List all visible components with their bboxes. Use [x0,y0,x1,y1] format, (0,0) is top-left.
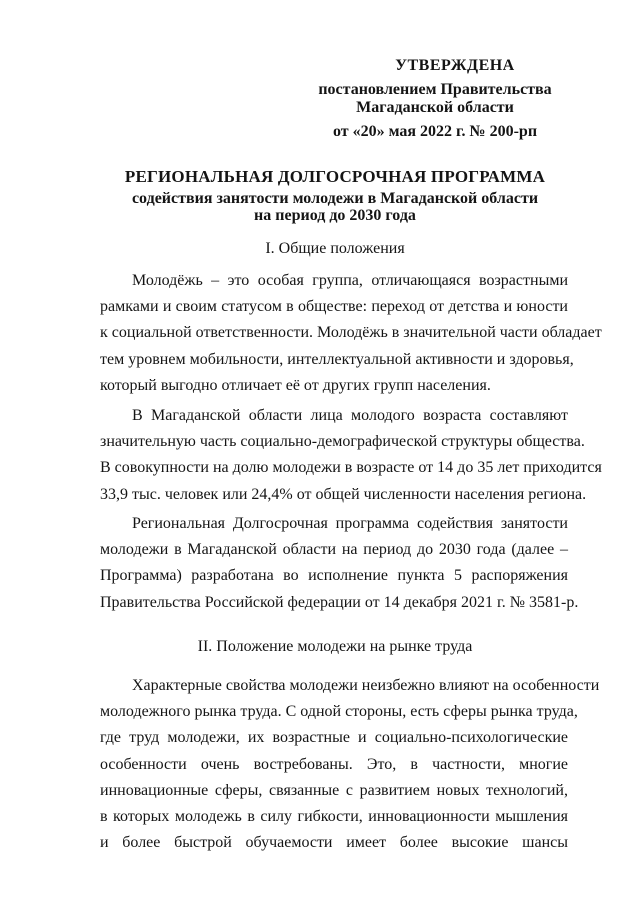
text-line: 33,9 тыс. человек или 24,4% от общей численности населения региона. [100,485,587,503]
text-line: В совокупности на долю молодежи в возрасте от 14 до 35 лет приходится [100,459,602,477]
text-line: Правительства Российской федерации от 14 декабря 2021 г. № 3581-р. [100,593,579,611]
text-line: молодежного рынка труда. С одной стороны, есть сферы рынка труда, [100,703,578,721]
text-line: особенности очень востребованы. Это, в частности, многие [100,755,568,773]
approval-line-3: от «20» мая 2022 г. № 200-рп [332,123,538,140]
section-2-paragraph-1 [100,673,600,856]
program-subtitle-line-1: содействия занятости молодежи в Магаданской области [131,190,539,207]
text-line: молодежи в Магаданской области на период до 2030 года (далее – [100,541,568,559]
approval-line-2: Магаданской области [356,99,514,116]
approval-stamp-block [300,57,570,141]
text-line: В Магаданской области лица молодого возраста составляют [132,407,568,424]
section-1-paragraph-1 [100,268,602,399]
text-line: где труд молодежи, их возрастные и социально-психологические [100,729,568,747]
text-line: инновационные сферы, связанные с развитием новых технологий, [100,781,568,799]
text-line: который выгодно отличает её от других групп населения. [100,376,491,394]
approval-title: УТВЕРЖДЕНА [395,57,515,74]
text-line: тем уровнем мобильности, интеллектуальной активности и здоровья, [100,350,574,368]
text-line: к социальной ответственности. Молодёжь в значительной части обладает [100,324,602,342]
program-title-block [100,167,570,224]
text-line: рамками и своим статусом в обществе: переход от детства и юности [100,298,568,316]
text-line: Региональная Долгосрочная программа содействия занятости [132,515,568,532]
text-line: и более быстрой обучаемости имеет более высокие шансы [100,834,568,852]
text-line: Характерные свойства молодежи неизбежно влияют на особенности [132,677,600,694]
text-line: Программа) разработана во исполнение пункта 5 распоряжения [100,567,568,585]
program-subtitle-line-2: на период до 2030 года [254,207,416,224]
section-1-paragraph-3 [100,511,579,616]
program-title: РЕГИОНАЛЬНАЯ ДОЛГОСРОЧНАЯ ПРОГРАММА [124,167,546,186]
section-1-heading: I. Общие положения [265,240,405,257]
text-line: Молодёжь – это особая группа, отличающаяся возрастными [132,272,568,289]
section-2-heading: II. Положение молодежи на рынке труда [197,638,473,655]
text-line: значительную часть социально-демографической структуры общества. [100,433,585,451]
approval-line-1: постановлением Правительства [318,81,552,98]
text-line: в которых молодежь в силу гибкости, инновационности мышления [100,808,568,826]
section-1-paragraph-2 [100,403,602,508]
